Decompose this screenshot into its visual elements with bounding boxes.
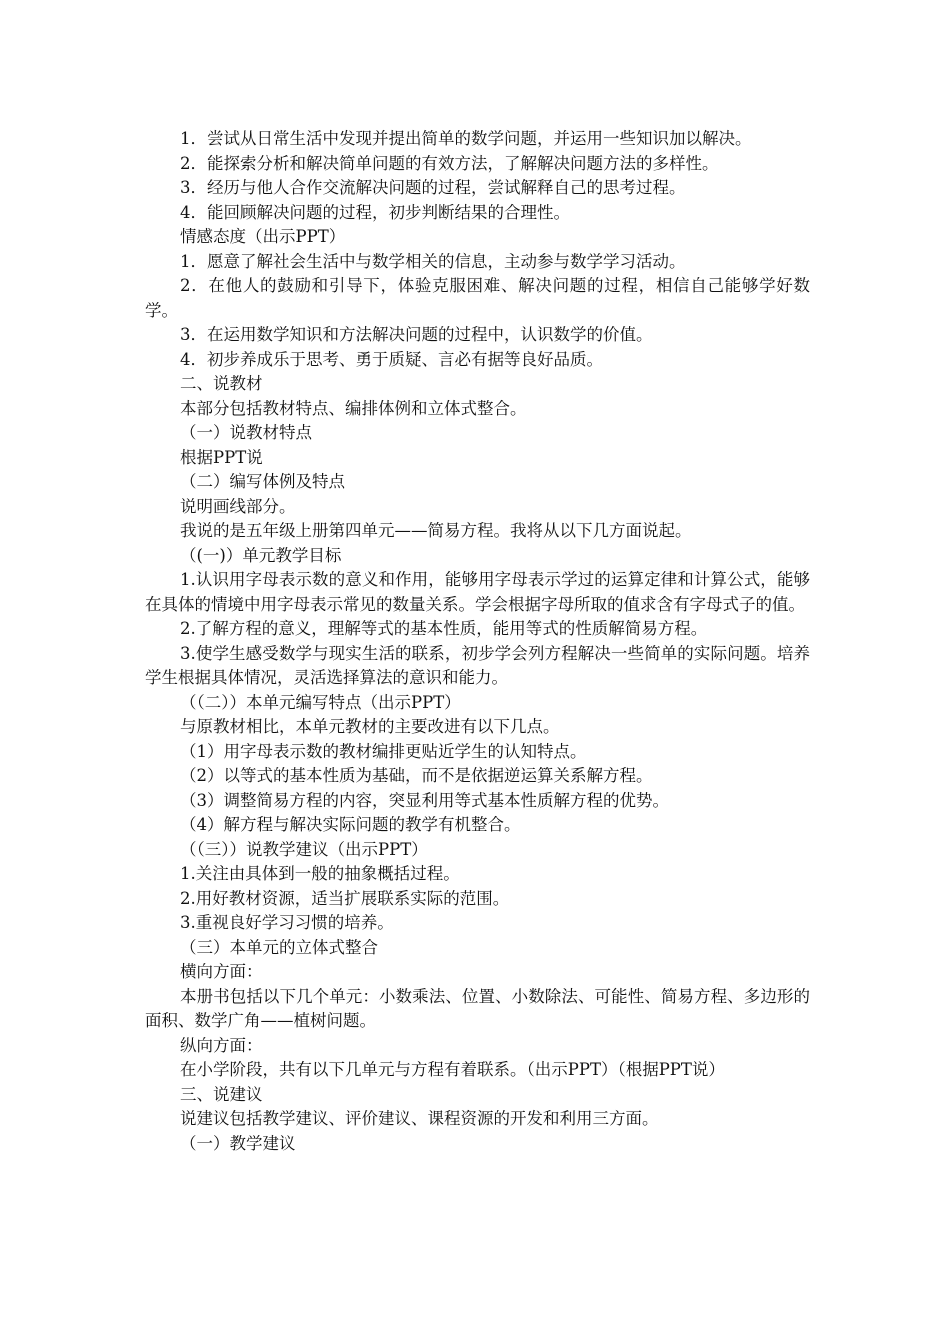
paragraph: 根据PPT说 — [180, 447, 263, 467]
paragraph: （（三））说教学建议（出示PPT） — [180, 839, 428, 859]
paragraph: （一）教学建议 — [180, 1133, 296, 1153]
paragraph: （三）本单元的立体式整合 — [180, 937, 378, 957]
paragraph: 情感态度（出示PPT） — [180, 227, 346, 246]
paragraph: 1．愿意了解社会生活中与数学相关的信息，主动参与数学学习活动。 — [180, 251, 686, 271]
paragraph: 说明画线部分。 — [180, 496, 296, 516]
paragraph: （4）解方程与解决实际问题的教学有机整合。 — [180, 815, 521, 834]
paragraph: 说建议包括教学建议、评价建议、课程资源的开发和利用三方面。 — [180, 1109, 659, 1128]
paragraph: 本部分包括教材特点、编排体例和立体式整合。 — [180, 398, 527, 418]
paragraph: 3．经历与他人合作交流解决问题的过程，尝试解释自己的思考过程。 — [180, 178, 686, 197]
paragraph: （二）编写体例及特点 — [180, 472, 345, 491]
paragraph: 我说的是五年级上册第四单元——简易方程。我将从以下几方面说起。 — [180, 521, 692, 540]
paragraph: 4．初步养成乐于思考、勇于质疑、言必有据等良好品质。 — [180, 349, 603, 369]
paragraph: 3.使学生感受数学与现实生活的联系，初步学会列方程解决一些简单的实际问题。培养学生根据具体情况，灵活选择算法的意识和能力。 — [145, 643, 810, 687]
paragraph: 2.了解方程的意义，理解等式的基本性质，能用等式的性质解简易方程。 — [180, 619, 708, 638]
paragraph: 三、说建议 — [180, 1084, 263, 1104]
document-body — [145, 127, 810, 1156]
paragraph: 与原教材相比，本单元教材的主要改进有以下几点。 — [180, 717, 560, 736]
paragraph: （（二））本单元编写特点（出示PPT） — [180, 692, 461, 712]
paragraph: 1．尝试从日常生活中发现并提出简单的数学问题，并运用一些知识加以解决。 — [180, 129, 752, 148]
paragraph: （(一)）单元教学目标 — [180, 545, 342, 565]
paragraph: 1.认识用字母表示数的意义和作用，能够用字母表示学过的运算定律和计算公式，能够在具体的情境中用字母表示常见的数量关系。学会根据字母所取的值求含有字母式子的值。 — [145, 570, 810, 614]
paragraph: （2）以等式的基本性质为基础，而不是依据逆运算关系解方程。 — [180, 766, 653, 785]
paragraph: 2．在他人的鼓励和引导下，体验克服困难、解决问题的过程，相信自己能够学好数学。 — [145, 276, 810, 320]
paragraph: （一）说教材特点 — [180, 423, 312, 442]
paragraph: 1.关注由具体到一般的抽象概括过程。 — [180, 864, 460, 883]
paragraph: 在小学阶段，共有以下几单元与方程有着联系。（出示PPT）（根据PPT说） — [180, 1060, 725, 1079]
paragraph: 2．能探索分析和解决简单问题的有效方法，了解解决问题方法的多样性。 — [180, 153, 719, 173]
paragraph: （1）用字母表示数的教材编排更贴近学生的认知特点。 — [180, 741, 587, 761]
paragraph: 二、说教材 — [180, 374, 263, 393]
paragraph: 2.用好教材资源，适当扩展联系实际的范围。 — [180, 888, 510, 908]
paragraph: 3．在运用数学知识和方法解决问题的过程中，认识数学的价值。 — [180, 325, 653, 344]
paragraph: 横向方面： — [180, 962, 263, 981]
paragraph: 本册书包括以下几个单元：小数乘法、位置、小数除法、可能性、简易方程、多边形的面积、数学广角——植树问题。 — [145, 986, 810, 1030]
paragraph: 3.重视良好学习习惯的培养。 — [180, 913, 394, 932]
paragraph: （3）调整简易方程的内容，突显利用等式基本性质解方程的优势。 — [180, 790, 669, 810]
paragraph: 纵向方面： — [180, 1035, 263, 1055]
paragraph: 4．能回顾解决问题的过程，初步判断结果的合理性。 — [180, 202, 570, 222]
